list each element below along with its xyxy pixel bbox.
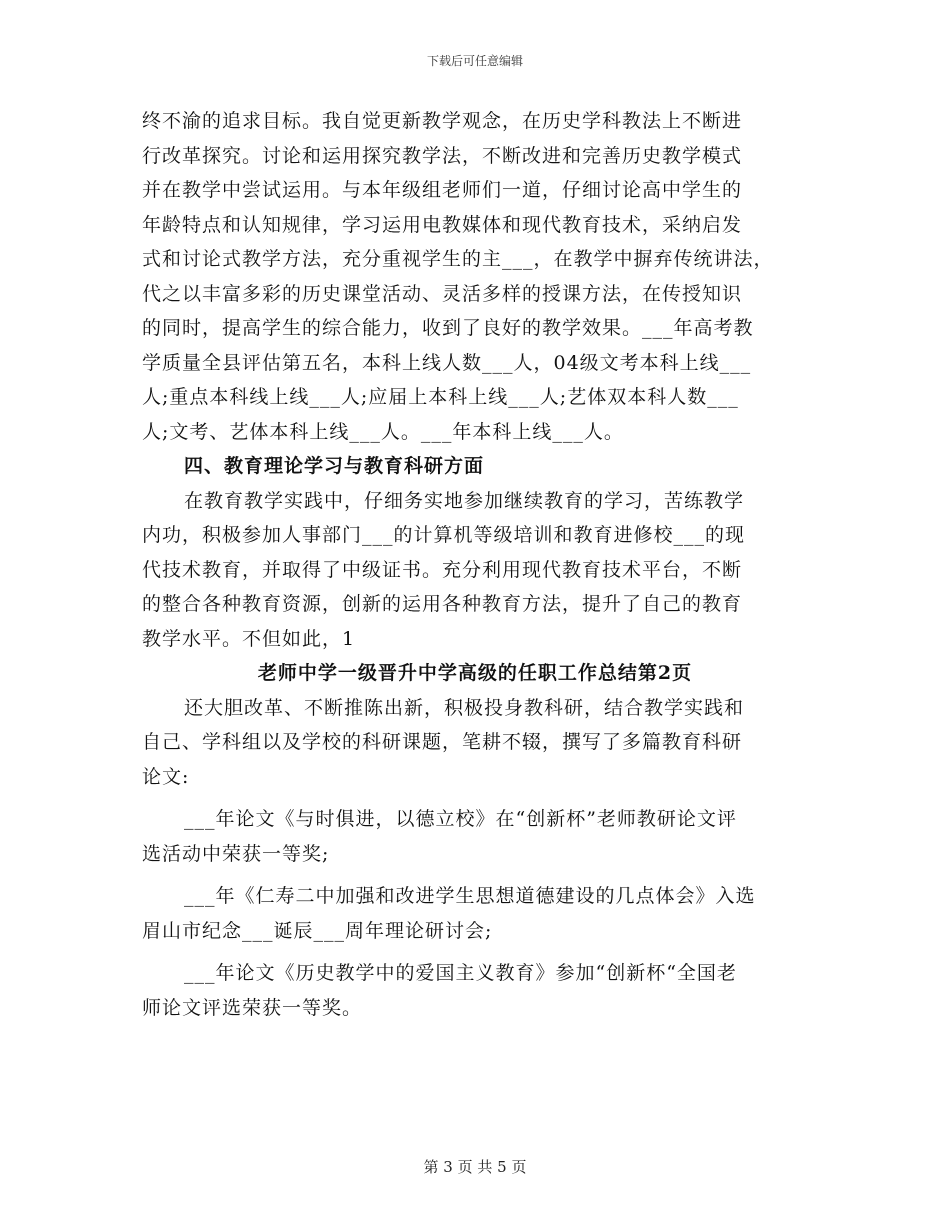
- text-line: 自己、学科组以及学校的科研课题，笔耕不辍，撰写了多篇教育科研: [142, 731, 743, 753]
- document-title: 老师中学一级晋升中学高级的任职工作总结第2页: [257, 662, 693, 684]
- document-body: [142, 104, 808, 1025]
- paragraph-continuing-education: [142, 484, 808, 657]
- text-line: 式和讨论式教学方法，充分重视学生的主___，在教学中摒弃传统讲法，: [142, 248, 774, 270]
- text-line: 内功，积极参加人事部门___的计算机等级培训和教育进修校___的现: [142, 524, 746, 546]
- text-line: 教学水平。不但如此，1: [142, 627, 356, 650]
- text-line: 代技术教育，并取得了中级证书。充分利用现代教育技术平台，不断: [142, 558, 743, 581]
- text-line: 选活动中荣获一等奖;: [142, 842, 330, 865]
- text-line: 代之以丰富多彩的历史课堂活动、灵活多样的授课方法，在传授知识: [142, 282, 743, 305]
- text-line: 人;重点本科线上线___人;应届上本科上线___人;艺体双本科人数___: [142, 386, 739, 408]
- text-line: ___年论文《历史教学中的爱国主义教育》参加“创新杯“全国老: [184, 962, 737, 984]
- text-line: 师论文评选荣获一等奖。: [142, 996, 363, 1019]
- paragraph-teaching-reform: [142, 104, 808, 449]
- award-item-3: [142, 956, 808, 1025]
- text-line: 行改革探究。讨论和运用探究教学法，不断改进和完善历史教学模式: [142, 144, 743, 167]
- paragraph-research: [142, 691, 808, 795]
- text-line: ___年论文《与时俱进，以德立校》在“创新杯”老师教研论文评: [184, 808, 737, 830]
- text-line: 终不渝的追求目标。我自觉更新教学观念，在历史学科教法上不断进: [142, 110, 743, 132]
- text-line: 在教育教学实践中，仔细务实地参加继续教育的学习，苦练教学: [184, 489, 745, 512]
- text-line: 的同时，提高学生的综合能力，收到了良好的教学效果。___年高考教: [142, 317, 754, 339]
- text-line: 人;文考、艺体本科上线___人。___年本科上线___人。: [142, 420, 624, 443]
- award-item-1: [142, 802, 808, 871]
- text-line: 的整合各种教育资源，创新的运用各种教育方法，提升了自己的教育: [142, 593, 743, 615]
- text-line: 学质量全县评估第五名，本科上线人数___人，04级文考本科上线___: [142, 351, 752, 374]
- text-line: 眉山市纪念___诞辰___周年理论研讨会;: [142, 919, 493, 942]
- text-line: 年龄特点和认知规律，学习运用电教媒体和现代教育技术，采纳启发: [142, 213, 743, 236]
- text-line: 还大胆改革、不断推陈出新，积极投身教科研，结合教学实践和: [184, 696, 745, 719]
- section-heading-4: 四、教育理论学习与教育科研方面: [184, 455, 485, 477]
- text-line: ___年《仁寿二中加强和改进学生思想道德建设的几点体会》入选: [184, 885, 756, 907]
- award-item-2: [142, 879, 808, 948]
- text-line: 并在教学中尝试运用。与本年级组老师们一道，仔细讨论高中学生的: [142, 179, 743, 201]
- header-note: 下载后可任意编辑: [426, 54, 523, 68]
- text-line: 论文:: [142, 765, 190, 788]
- page-number: 第 3 页 共 5 页: [423, 1158, 527, 1176]
